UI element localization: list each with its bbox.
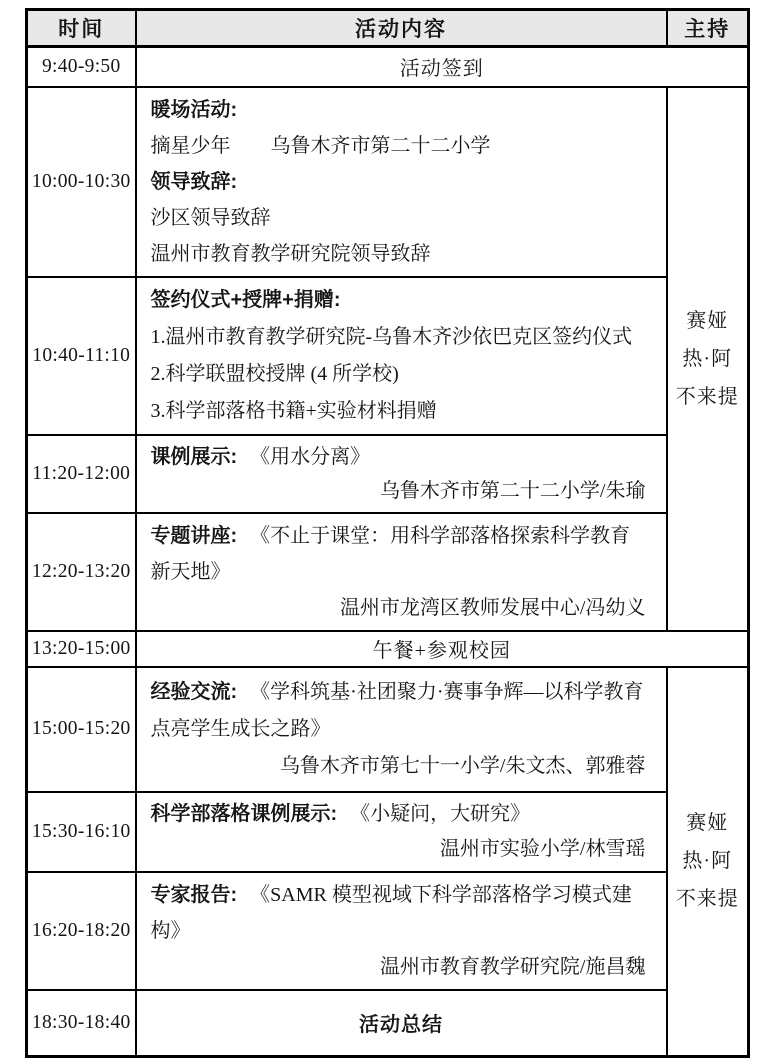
host-name-line: 赛娅 <box>686 812 729 835</box>
activity-text: 2.科学联盟校授牌 (4 所学校) <box>150 362 399 385</box>
presenter-line: 温州市实验小学/林雪瑶 <box>439 837 646 860</box>
table-row <box>27 277 749 435</box>
host-name-line: 赛娅 <box>686 309 729 332</box>
time-cell: 16:20-18:20 <box>27 872 136 990</box>
content-cell: 活动总结 <box>136 990 667 1057</box>
activity-text: 摘星少年 乌鲁木齐市第二十二小学 <box>150 134 491 157</box>
host-name-line: 不来提 <box>675 385 739 408</box>
table-row <box>27 990 749 1057</box>
time-cell: 11:20-12:00 <box>27 435 136 513</box>
host-name-line: 不来提 <box>675 888 739 911</box>
time-cell: 18:30-18:40 <box>27 990 136 1057</box>
table-row <box>27 435 749 513</box>
table-row <box>27 667 749 792</box>
activity-text: 沙区领导致辞 <box>150 206 271 229</box>
host-name-line: 热·阿 <box>682 347 733 370</box>
activity-label: 领导致辞: <box>150 170 238 193</box>
time-cell: 12:20-13:20 <box>27 513 136 631</box>
time-cell: 10:40-11:10 <box>27 277 136 435</box>
host-cell <box>667 667 749 1057</box>
host-name-line: 热·阿 <box>682 850 733 873</box>
host-cell <box>667 87 749 631</box>
content-cell <box>136 792 667 872</box>
content-cell <box>136 277 667 435</box>
presenter-line: 温州市龙湾区教师发展中心/冯幼义 <box>339 596 646 619</box>
content-cell <box>136 87 667 277</box>
time-cell: 13:20-15:00 <box>27 631 136 667</box>
activity-label: 暖场活动: <box>150 98 238 121</box>
activity-title-line: 经验交流: 《学科筑基·社团聚力·赛事争辉—以科学教育点亮学生成长之路》 <box>150 680 644 740</box>
time-cell: 15:30-16:10 <box>27 792 136 872</box>
activity-text: 温州市教育教学研究院领导致辞 <box>150 242 431 265</box>
table-row <box>27 87 749 277</box>
column-header-time: 时间 <box>27 10 136 47</box>
table-row <box>27 513 749 631</box>
activity-text: 3.科学部落格书籍+实验材料捐赠 <box>150 399 437 422</box>
time-cell: 9:40-9:50 <box>27 47 136 87</box>
table-row <box>27 872 749 990</box>
content-cell <box>136 513 667 631</box>
table-row <box>27 792 749 872</box>
header-row <box>27 10 749 47</box>
activity-label: 签约仪式+授牌+捐赠: <box>150 288 341 311</box>
schedule-table <box>25 8 750 1058</box>
column-header-content: 活动内容 <box>136 10 667 47</box>
table-row <box>27 631 749 667</box>
content-cell: 活动签到 <box>136 47 749 87</box>
presenter-line: 温州市教育教学研究院/施昌魏 <box>379 955 646 978</box>
presenter-line: 乌鲁木齐市第七十一小学/朱文杰、郭雅蓉 <box>279 754 646 777</box>
activity-title-line: 专家报告: 《SAMR 模型视域下科学部落格学习模式建构》 <box>150 883 632 942</box>
activity-text: 1.温州市教育教学研究院-乌鲁木齐沙依巴克区签约仪式 <box>150 325 633 348</box>
content-cell <box>136 435 667 513</box>
activity-title-line: 课例展示: 《用水分离》 <box>150 445 371 468</box>
content-cell <box>136 872 667 990</box>
column-header-host: 主持 <box>667 10 749 47</box>
activity-title-line: 科学部落格课例展示: 《小疑问，大研究》 <box>150 802 531 825</box>
content-cell <box>136 667 667 792</box>
content-cell: 午餐+参观校园 <box>136 631 749 667</box>
presenter-line: 乌鲁木齐市第二十二小学/朱瑜 <box>379 479 646 502</box>
table-row <box>27 47 749 87</box>
activity-title-line: 专题讲座: 《不止于课堂：用科学部落格探索科学教育新天地》 <box>150 524 631 583</box>
time-cell: 10:00-10:30 <box>27 87 136 277</box>
time-cell: 15:00-15:20 <box>27 667 136 792</box>
